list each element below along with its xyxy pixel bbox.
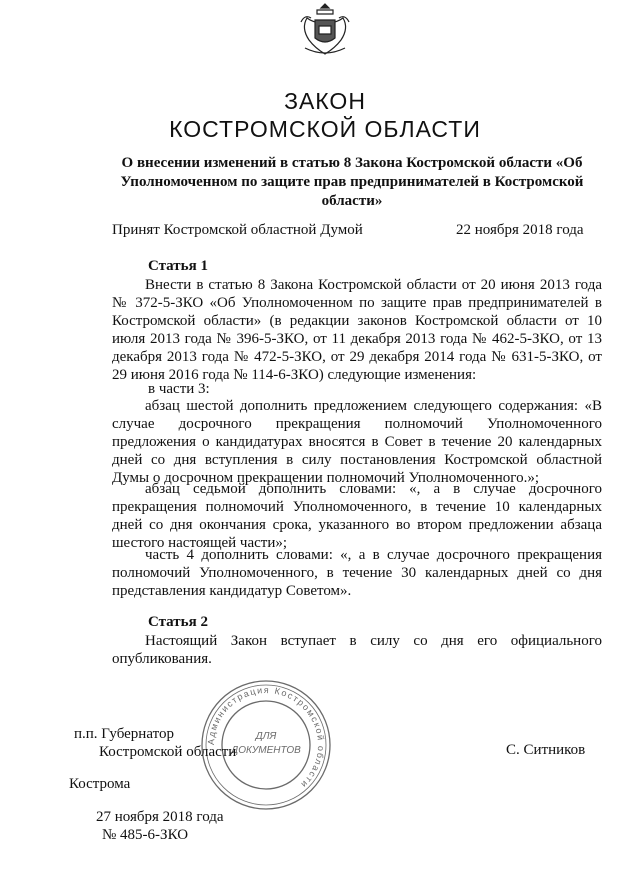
adoption-text: Принят Костромской областной Думой	[112, 222, 363, 238]
article1-heading: Статья 1	[148, 258, 208, 274]
article2-text: Настоящий Закон вступает в силу со дня его официального опубликования.	[112, 633, 602, 667]
region-title: КОСТРОМСКОЙ ОБЛАСТИ	[169, 116, 481, 142]
article1-para-sixth: абзац шестой дополнить предложением следующего содержания: «В случае досрочного прекращения полномочий Уполномоченного предложения о кандидатурах вносятся в Совет в течение 20 календарных дней со дня вступления в силу постановления Костромской областной Думы о досрочном прекращении полномочий Уполномоченного.»;	[112, 398, 602, 486]
law-title: ЗАКОН	[284, 88, 366, 114]
article1-intro: Внести в статью 8 Закона Костромской области от 20 июня 2013 года № 372-5-ЗКО «Об Уполномоченном по защите прав предпринимателей в Костромской области» (в редакции законов Костромской области от 10 июля 2013 года № 396-5-ЗКО, от 11 декабря 2013 года № 462-5-ЗКО, от 13 декабря 2013 года № 472-5-ЗКО, от 29 декабря 2014 года № 631-5-ЗКО, от 29 июня 2016 года № 114-6-ЗКО) следующие изменения:	[112, 277, 602, 383]
signature-title: п.п. Губернатор	[74, 726, 174, 742]
law-subject: О внесении изменений в статью 8 Закона Костромской области «Об Уполномоченном по защите прав предпринимателей в Костромской области»	[120, 155, 584, 209]
footer-number: № 485-6-ЗКО	[102, 827, 189, 843]
article2-heading: Статья 2	[148, 614, 208, 630]
footer-city: Кострома	[69, 776, 131, 792]
article1-para-seventh: абзац седьмой дополнить словами: «, а в случае досрочного прекращения полномочий Уполномоченного, в течение 10 календарных дней со дня окончания срока, указанного во втором предложении абзаца шестого настоящей части»;	[112, 481, 602, 551]
svg-text:ДОКУМЕНТОВ: ДОКУМЕНТОВ	[231, 745, 301, 756]
footer-date: 27 ноября 2018 года	[96, 809, 224, 825]
article1-part3: в части 3:	[148, 381, 210, 397]
svg-text:Администрация Костромской обла: Администрация Костромской области	[205, 684, 327, 791]
signatory-name: С. Ситников	[506, 742, 586, 758]
adoption-date: 22 ноября 2018 года	[456, 222, 584, 238]
coat-of-arms-icon	[295, 0, 355, 60]
signature-region: Костромской области	[99, 744, 237, 760]
article1-part4: часть 4 дополнить словами: «, а в случае досрочного прекращения полномочий Уполномоченного, в течение 30 календарных дней со дня представления кандидатур Советом».	[112, 547, 602, 599]
svg-text:ДЛЯ: ДЛЯ	[255, 731, 277, 742]
